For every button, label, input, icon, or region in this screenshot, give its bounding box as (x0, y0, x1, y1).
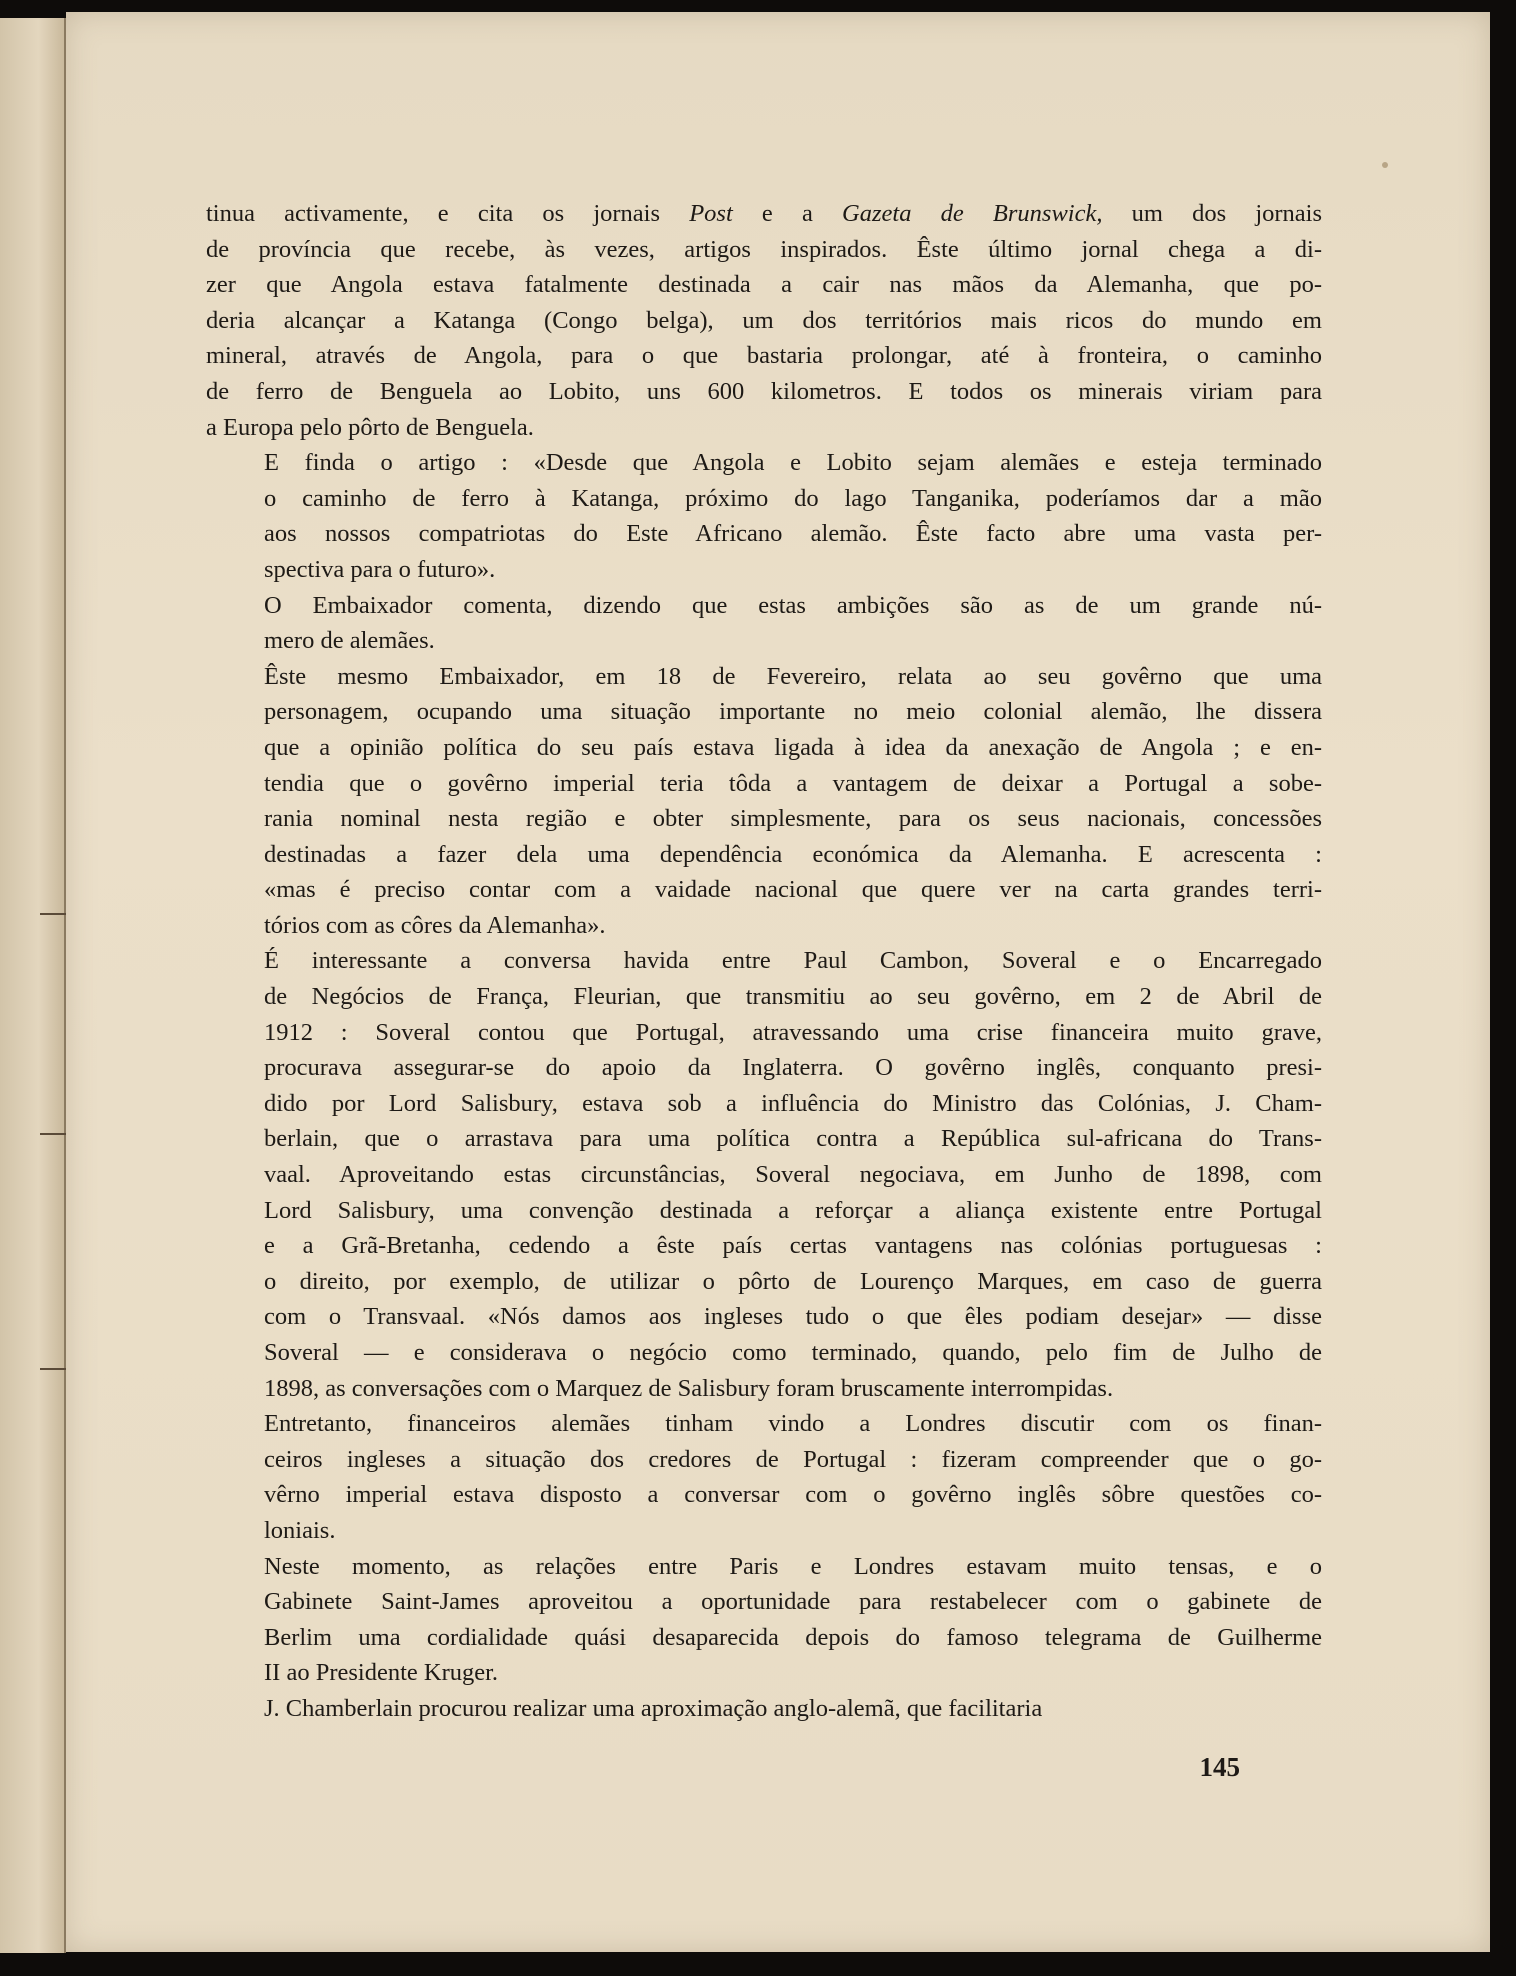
text-line: Gabinete Saint-James aproveitou a oportunidade para restabelecer com o gabinete de (264, 1588, 1322, 1616)
text-line: Entretanto, financeiros alemães tinham vindo a Londres discutir com os finan- (264, 1410, 1322, 1438)
paragraph (206, 588, 1322, 659)
text-line: o direito, por exemplo, de utilizar o pôrto de Lourenço Marques, em caso de guerra (264, 1267, 1322, 1295)
paragraph (206, 445, 1322, 587)
text-line: É interessante a conversa havida entre Paul Cambon, Soveral e o Encarregado (264, 947, 1322, 975)
text-line: spectiva para o futuro». (264, 555, 496, 583)
text-line: dido por Lord Salisbury, estava sob a influência do Ministro das Colónias, J. Cham- (264, 1089, 1322, 1117)
text-line: e a Grã-Bretanha, cedendo a êste país certas vantagens nas colónias portuguesas : (264, 1232, 1322, 1260)
paper-speck (1382, 162, 1388, 168)
paragraph (206, 1406, 1322, 1548)
text-line: Neste momento, as relações entre Paris e Londres estavam muito tensas, e o (264, 1552, 1322, 1580)
text-line: o caminho de ferro à Katanga, próximo do lago Tanganika, poderíamos dar a mão (264, 484, 1322, 512)
paragraph (206, 1549, 1322, 1691)
text-line: mero de alemães. (264, 627, 435, 655)
text-line: procurava assegurar-se do apoio da Inglaterra. O govêrno inglês, conquanto presi- (264, 1054, 1322, 1082)
paragraph-list (206, 445, 1322, 1726)
text-line: de ferro de Benguela ao Lobito, uns 600 kilometros. E todos os minerais viriam para (206, 377, 1322, 405)
text-line: com o Transvaal. «Nós damos aos ingleses tudo o que êles podiam desejar» — disse (264, 1303, 1322, 1331)
text-line: que a opinião política do seu país estava ligada à idea da anexação de Angola ; e en- (264, 733, 1322, 761)
text-line: mineral, através de Angola, para o que bastaria prolongar, até à fronteira, o caminho (206, 342, 1322, 370)
italic-title: Gazeta de Brunswick, (842, 200, 1103, 227)
text-line: ceiros ingleses a situação dos credores de Portugal : fizeram compreender que o go- (264, 1445, 1322, 1473)
text-line: tendia que o govêrno imperial teria tôda a vantagem de deixar a Portugal a sobe- (264, 769, 1322, 797)
text-line: vêrno imperial estava disposto a conversar com o govêrno inglês sôbre questões co- (264, 1481, 1322, 1509)
text-line: O Embaixador comenta, dizendo que estas ambições são as de um grande nú- (264, 591, 1322, 619)
paragraph (206, 1691, 1322, 1727)
text-line: rania nominal nesta região e obter simplesmente, para os seus nacionais, concessões (264, 805, 1322, 833)
page-body-text (206, 196, 1322, 1727)
paragraph (206, 943, 1322, 1406)
text-line: de Negócios de França, Fleurian, que transmitiu ao seu govêrno, em 2 de Abril de (264, 983, 1322, 1011)
text-line: deria alcançar a Katanga (Congo belga), um dos territórios mais ricos do mundo em (206, 306, 1322, 334)
text-line: E finda o artigo : «Desde que Angola e Lobito sejam alemães e esteja terminado (264, 449, 1322, 477)
text-line: zer que Angola estava fatalmente destinada a cair nas mãos da Alemanha, que po- (206, 271, 1322, 299)
text-line: «mas é preciso contar com a vaidade nacional que quere ver na carta grandes terri- (264, 876, 1322, 904)
page-number: 145 (1199, 1752, 1240, 1782)
text-line: loniais. (264, 1516, 336, 1544)
text-line: tinua activamente, e cita os jornais Post e a Gazeta de Brunswick, um dos jornais (206, 200, 1323, 227)
text-line: de província que recebe, às vezes, artigos inspirados. Êste último jornal chega a di- (206, 235, 1322, 263)
text-line: aos nossos compatriotas do Este Africano alemão. Êste facto abre uma vasta per- (264, 520, 1322, 548)
text-line: Soveral — e considerava o negócio como terminado, quando, pelo fim de Julho de (264, 1339, 1322, 1366)
text-line: destinadas a fazer dela uma dependência económica da Alemanha. E acrescenta : (264, 840, 1322, 868)
text-line: tórios com as côres da Alemanha». (264, 911, 606, 939)
text-line: Berlim uma cordialidade quási desaparecida depois do famoso telegrama de Guilherme (264, 1623, 1322, 1651)
text-line: 1898, as conversações com o Marquez de Salisbury foram bruscamente interrompidas. (264, 1374, 1114, 1402)
text-line: vaal. Aproveitando estas circunstâncias, Soveral negociava, em Junho de 1898, com (264, 1161, 1322, 1189)
text-line: Êste mesmo Embaixador, em 18 de Fevereiro, relata ao seu govêrno que uma (264, 662, 1322, 690)
text-line: J. Chamberlain procurou realizar uma aproximação anglo-alemã, que facilitaria (264, 1694, 1043, 1722)
text-line: II ao Presidente Kruger. (264, 1659, 499, 1687)
text-line: a Europa pelo pôrto de Benguela. (206, 413, 534, 441)
book-page (66, 12, 1490, 1952)
paragraph-continuation (206, 196, 1322, 445)
text-line: Lord Salisbury, uma convenção destinada a reforçar a aliança existente entre Portugal (264, 1196, 1322, 1224)
text-line: berlain, que o arrastava para uma política contra a República sul-africana do Trans- (264, 1125, 1322, 1153)
italic-title: Post (689, 200, 733, 227)
text-line: personagem, ocupando uma situação importante no meio colonial alemão, lhe dissera (264, 698, 1322, 726)
paragraph (206, 659, 1322, 944)
book-spine-edge (0, 18, 66, 1953)
text-line: 1912 : Soveral contou que Portugal, atravessando uma crise financeira muito grave, (264, 1018, 1322, 1046)
